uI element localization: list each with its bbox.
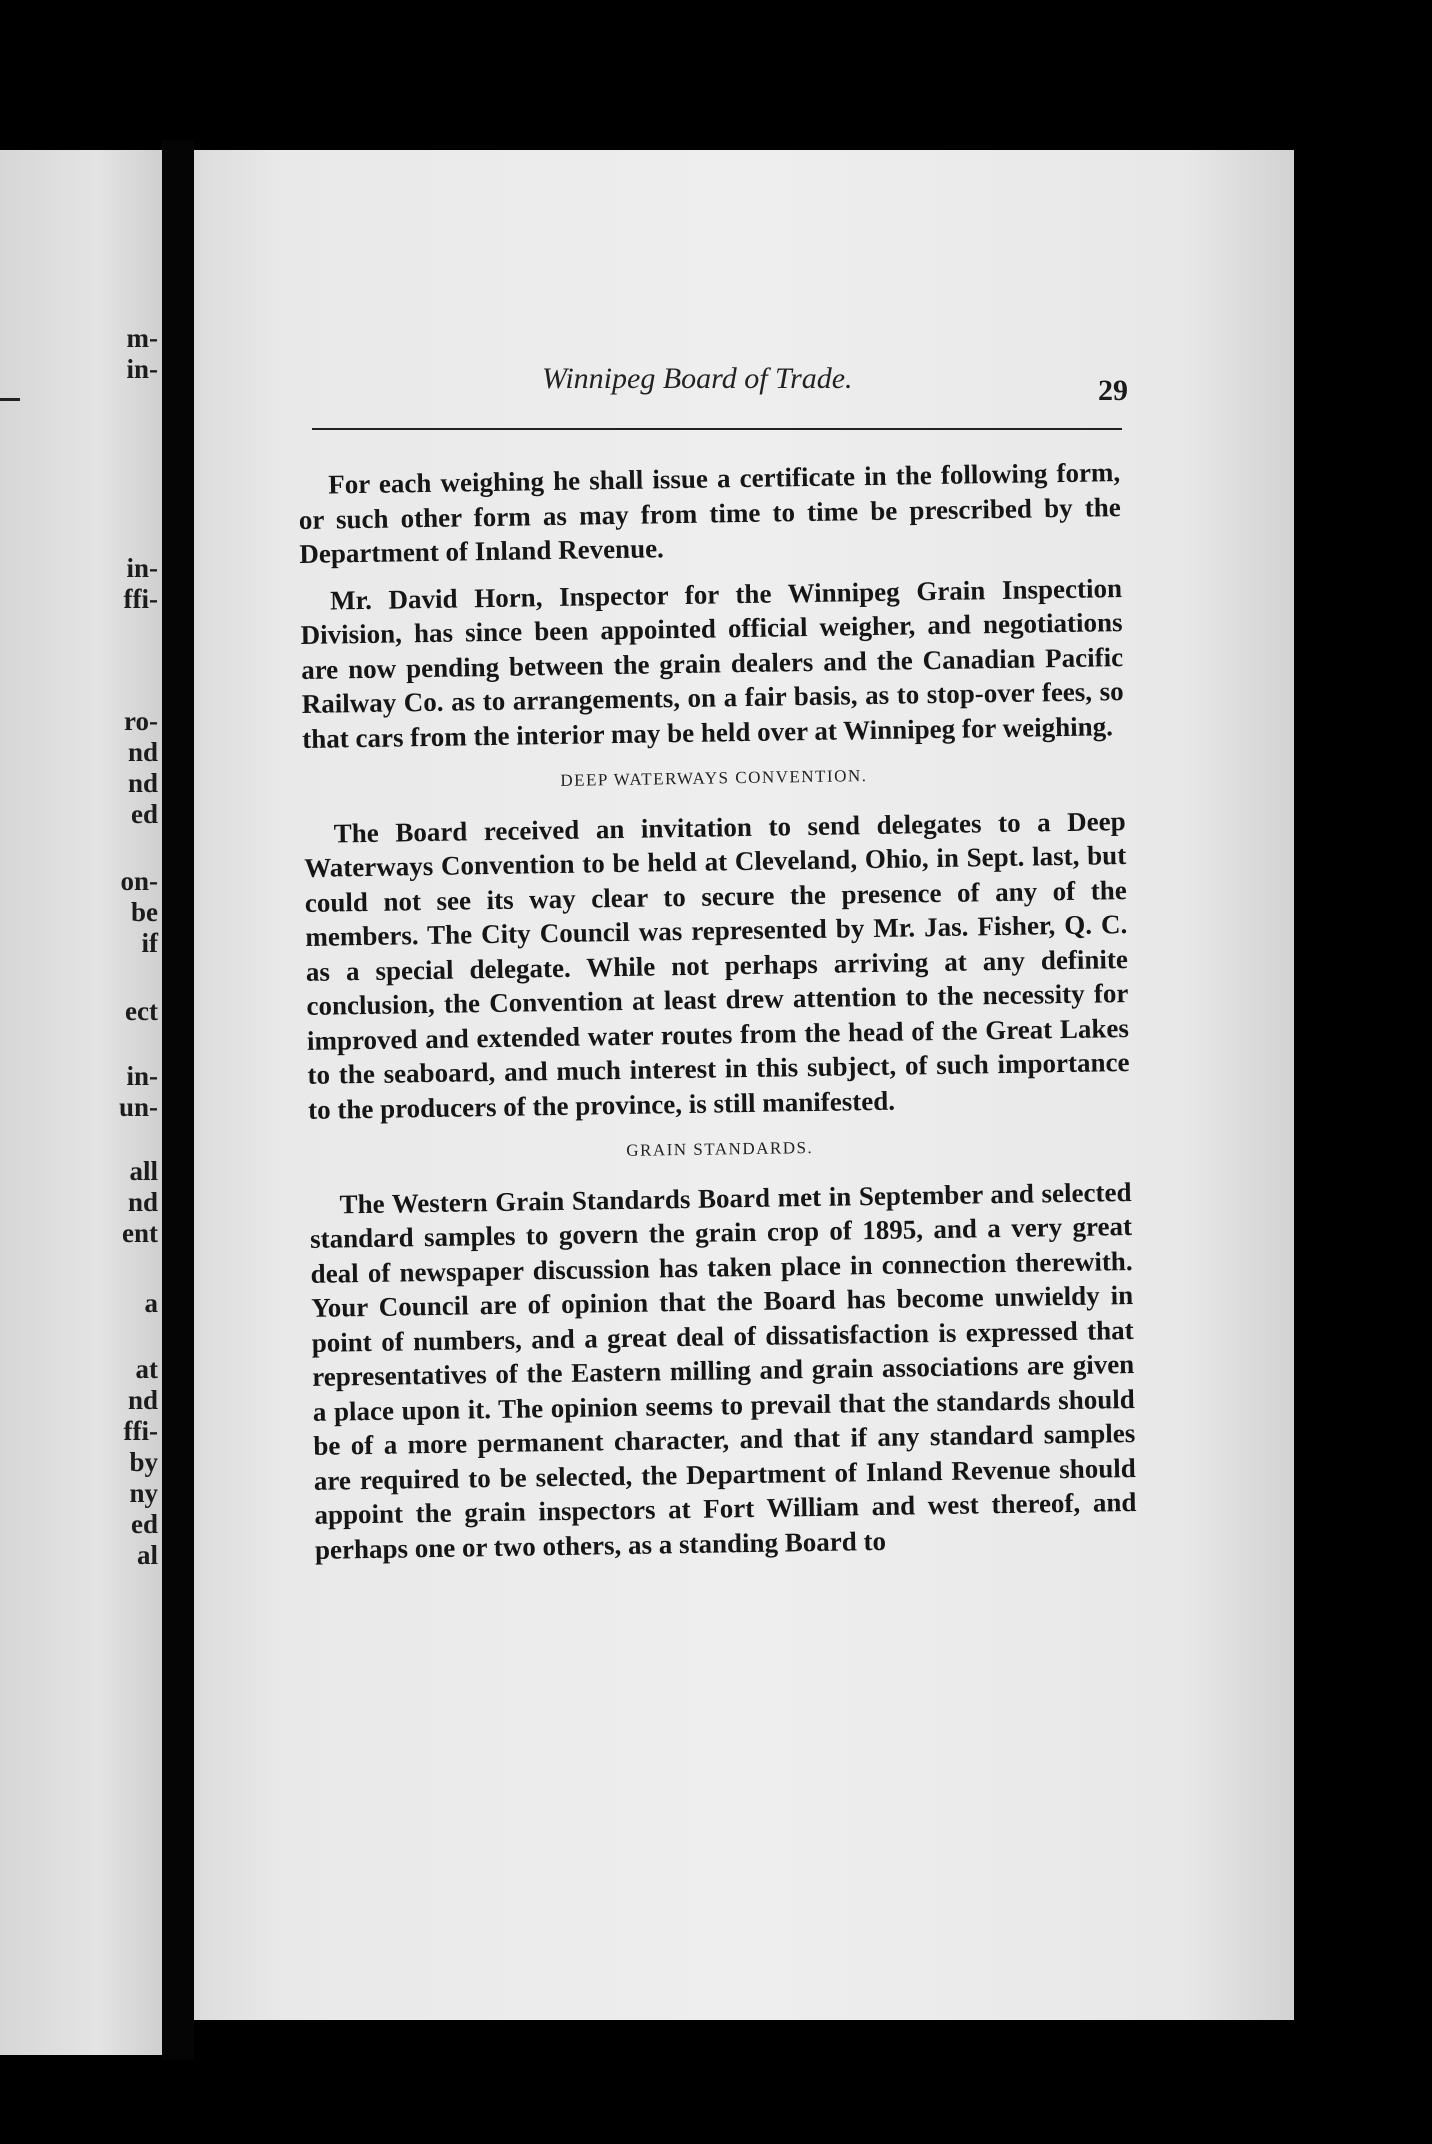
left-page-fragment: in- <box>126 553 158 583</box>
left-page-fragment: in- <box>126 354 158 384</box>
left-page-fragment: nd <box>127 1385 158 1415</box>
running-head: Winnipeg Board of Trade. <box>542 362 853 395</box>
paragraph-weighing-certificate: For each weighing he shall issue a certificate in the following form, or such other form as may from time to time be prescribed by the Department of Inland Revenue. <box>298 457 1121 569</box>
main-page <box>194 150 1294 2020</box>
left-page-edge <box>0 150 162 2055</box>
left-page-fragment: ect <box>125 996 158 1026</box>
left-page-fragment: nd <box>127 768 158 798</box>
header-rule <box>312 428 1122 430</box>
heading-grain-standards: GRAIN STANDARDS. <box>626 1137 814 1160</box>
left-page-fragment: m- <box>126 323 158 353</box>
left-page-fragment: all <box>129 1156 158 1186</box>
paragraph-grain-standards: The Western Grain Standards Board met in September and selected standard samples to govern the grain crop of 1895, and a very great deal of newspaper discussion has taken place in connection therewith. Your Council are of opinion that the Board has become unwieldy in point of numbers, and a great deal of dissatisfaction is expressed that representatives of the Eastern milling and grain associations are given a place upon it. The opinion seems to prevail that the standards should be of a more permanent character, and that if any standard samples are required to be selected, the Department of Inland Revenue should appoint the grain inspectors at Fort William and west thereof, and perhaps one or two others, as a standing Board to <box>309 1176 1137 1565</box>
left-page-fragment: on- <box>120 866 158 896</box>
left-page-fragment: al <box>136 1540 158 1570</box>
left-page-fragment: in- <box>126 1061 158 1091</box>
left-page-fragment: be <box>131 897 158 927</box>
left-page-fragment: nd <box>127 1187 158 1217</box>
left-page-fragment: by <box>129 1447 158 1477</box>
left-page-fragment: ny <box>129 1478 158 1508</box>
left-page-fragment: ffi- <box>123 1416 158 1446</box>
body-text <box>298 455 1137 1579</box>
left-page-fragment: nd <box>127 737 158 767</box>
left-page-rule <box>0 398 20 401</box>
paragraph-deep-waterways: The Board received an invitation to send delegates to a Deep Waterways Convention to be held at Cleveland, Ohio, in Sept. last, but could not see its way clear to secure the presence of any of the members. The City Council was represented by Mr. Jas. Fisher, Q. C. as a special delegate. While not perhaps arriving at any definite conclusion, the Convention at least drew attention to the necessity for improved and extended water routes from the head of the Great Lakes to the seaboard, and much interest in this subject, of such importance to the producers of the province, is still manifested. <box>304 805 1130 1125</box>
left-page-fragment: ro- <box>124 706 158 736</box>
left-page-fragment: ent <box>122 1218 158 1248</box>
page-number: 29 <box>1098 374 1128 407</box>
left-page-fragment: ffi- <box>123 584 158 614</box>
paragraph-official-weigher: Mr. David Horn, Inspector for the Winnipeg Grain Inspection Division, has since been appointed official weigher, and negotiations are now pending between the grain dealers and the Canadian Pacific Railway Co. as to arrangements, on a fair basis, as to stop-over fees, so that cars from the interior may be held over at Winnipeg for weighing. <box>300 572 1124 754</box>
left-page-fragment: ed <box>131 799 158 829</box>
left-page-fragment: a <box>144 1288 158 1318</box>
left-page-fragment: ed <box>131 1509 158 1539</box>
left-page-fragment: un- <box>118 1092 158 1122</box>
left-page-fragment: at <box>135 1354 158 1384</box>
heading-deep-waterways: DEEP WATERWAYS CONVENTION. <box>560 766 868 790</box>
book-gutter <box>162 140 194 2060</box>
left-page-fragment: if <box>141 928 158 958</box>
